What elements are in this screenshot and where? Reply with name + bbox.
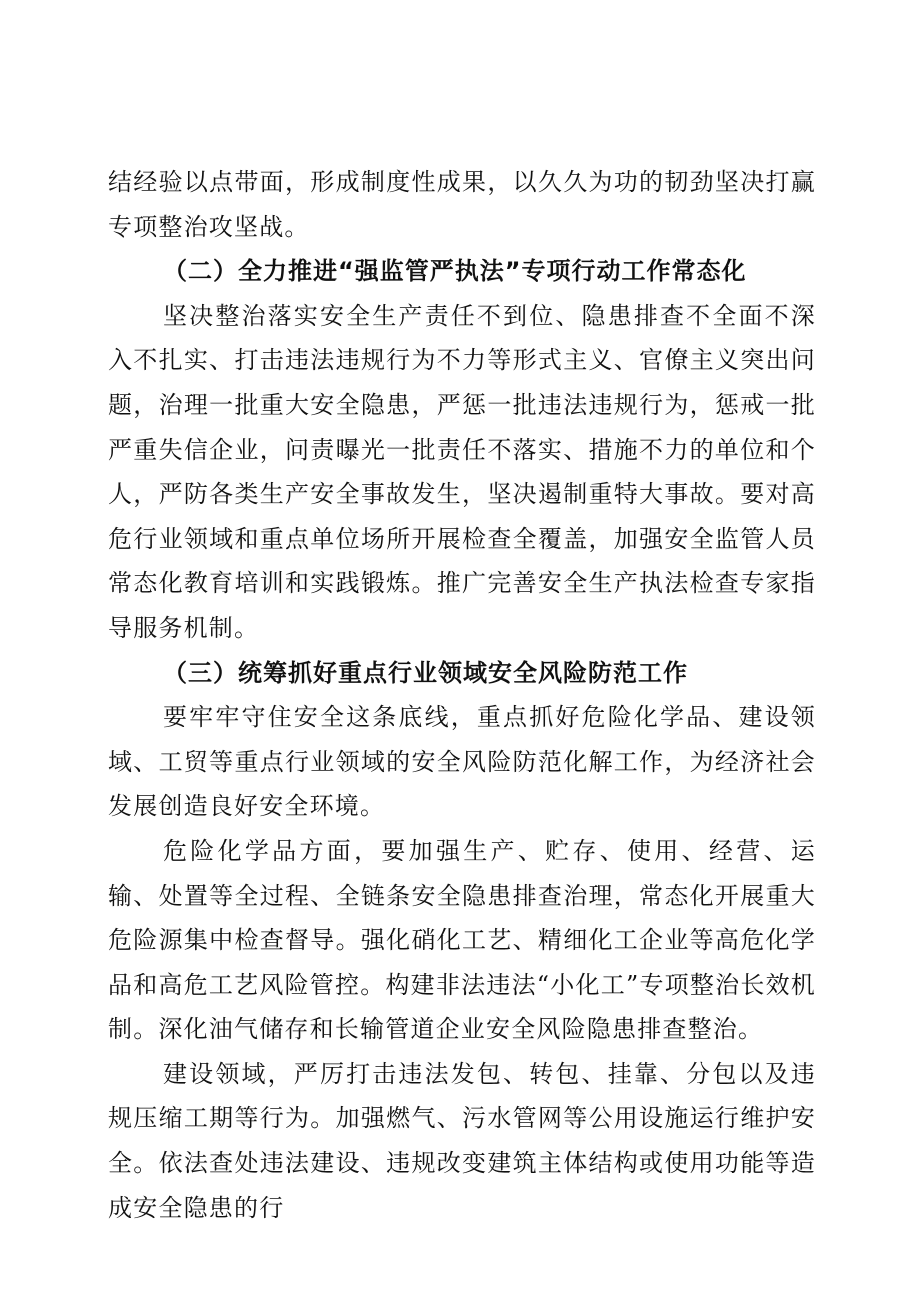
section-2-paragraph: 坚决整治落实安全生产责任不到位、隐患排查不全面不深入不扎实、打击违法违规行为不力等形式主义、官僚主义突出问题，治理一批重大安全隐患，严惩一批违法违规行为，惩戒一批严重失信企业，问责曝光一批责任不落实、措施不力的单位和个人，严防各类生产安全事故发生，坚决遏制重特大事故。要对高危行业领域和重点单位场所开展检查全覆盖，加强安全监管人员常态化教育培训和实践锻炼。推广完善安全生产执法检查专家指导服务机制。 xyxy=(108,301,816,642)
section-3-paragraph-2: 危险化学品方面，要加强生产、贮存、使用、经营、运输、处置等全过程、全链条安全隐患排查治理，常态化开展重大危险源集中检查督导。强化硝化工艺、精细化工企业等高危化学品和高危工艺风险管控。构建非法违法“小化工”专项整治长效机制。深化油气储存和长输管道企业安全风险隐患排查整治。 xyxy=(108,836,816,1044)
section-3-paragraph-3: 建设领域，严厉打击违法发包、转包、挂靠、分包以及违规压缩工期等行为。加强燃气、污水管网等公用设施运行维护安全。依法查处违法建设、违规改变建筑主体结构或使用功能等造成安全隐患的行 xyxy=(108,1059,816,1222)
section-3-heading: （三）统筹抓好重点行业领域安全风险防范工作 xyxy=(163,658,688,687)
section-2-heading: （二）全力推进“强监管严执法”专项行动工作常态化 xyxy=(163,257,747,286)
section-3-paragraph-1: 要牢牢守住安全这条底线，重点抓好危险化学品、建设领域、工贸等重点行业领域的安全风险防范化解工作，为经济社会发展创造良好安全环境。 xyxy=(108,703,816,821)
document-page xyxy=(108,160,816,1230)
continued-paragraph: 结经验以点带面，形成制度性成果，以久久为功的韧劲坚决打赢专项整治攻坚战。 xyxy=(108,168,816,241)
